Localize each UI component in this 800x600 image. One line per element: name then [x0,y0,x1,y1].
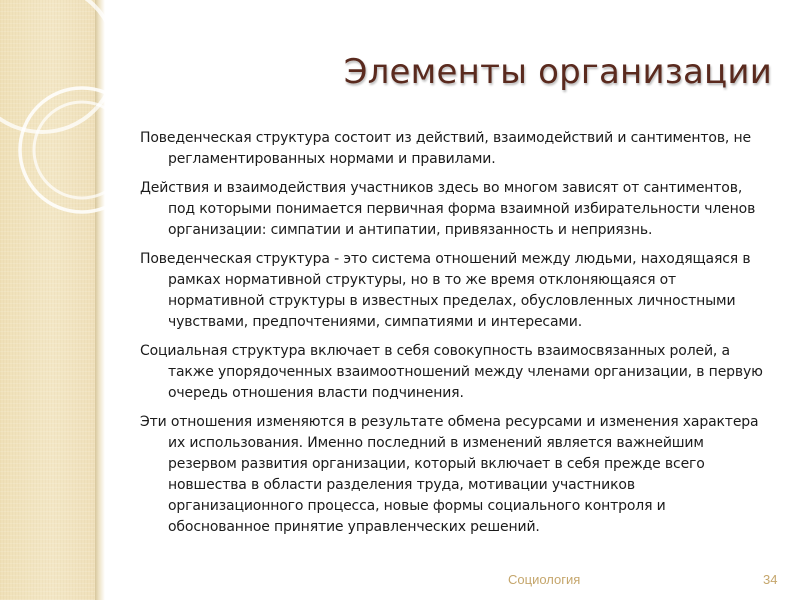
footer-subject: Социология [508,572,581,587]
decorative-side-panel [0,0,95,600]
side-panel-edge [95,0,105,600]
slide-body [140,128,770,546]
slide-title: Элементы организации [343,52,772,92]
body-paragraph: Поведенческая структура состоит из действий, взаимодействий и сантиментов, не регламентированных нормами и правилами. [140,130,751,167]
body-paragraph: Поведенческая структура - это система отношений между людьми, находящаяся в рамках нормативной структуры, но в то же время отклоняющаяся от нормативной структуры в известных пределах, обусловленных личностными чувствами, предпочтениями, симпатиями и интересами. [140,251,751,330]
body-paragraph: Эти отношения изменяются в результате обмена ресурсами и изменения характера их использования. Именно последний в изменений является важнейшим резервом развития организации, который включает в себя прежде всего новшества в области разделения труда, мотивации участников организационного процесса, новые формы социального контроля и обоснованное принятие управленческих решений. [140,414,759,535]
body-paragraph: Социальная структура включает в себя совокупность взаимосвязанных ролей, а также упорядоченных взаимоотношений между членами организации, в первую очередь отношения власти подчинения. [140,343,763,401]
body-paragraph: Действия и взаимодействия участников здесь во многом зависят от сантиментов, под которыми понимается первичная форма взаимной избирательности членов организации: симпатии и антипатии, привязанность и неприязнь. [140,180,756,238]
page-number: 34 [763,572,778,587]
